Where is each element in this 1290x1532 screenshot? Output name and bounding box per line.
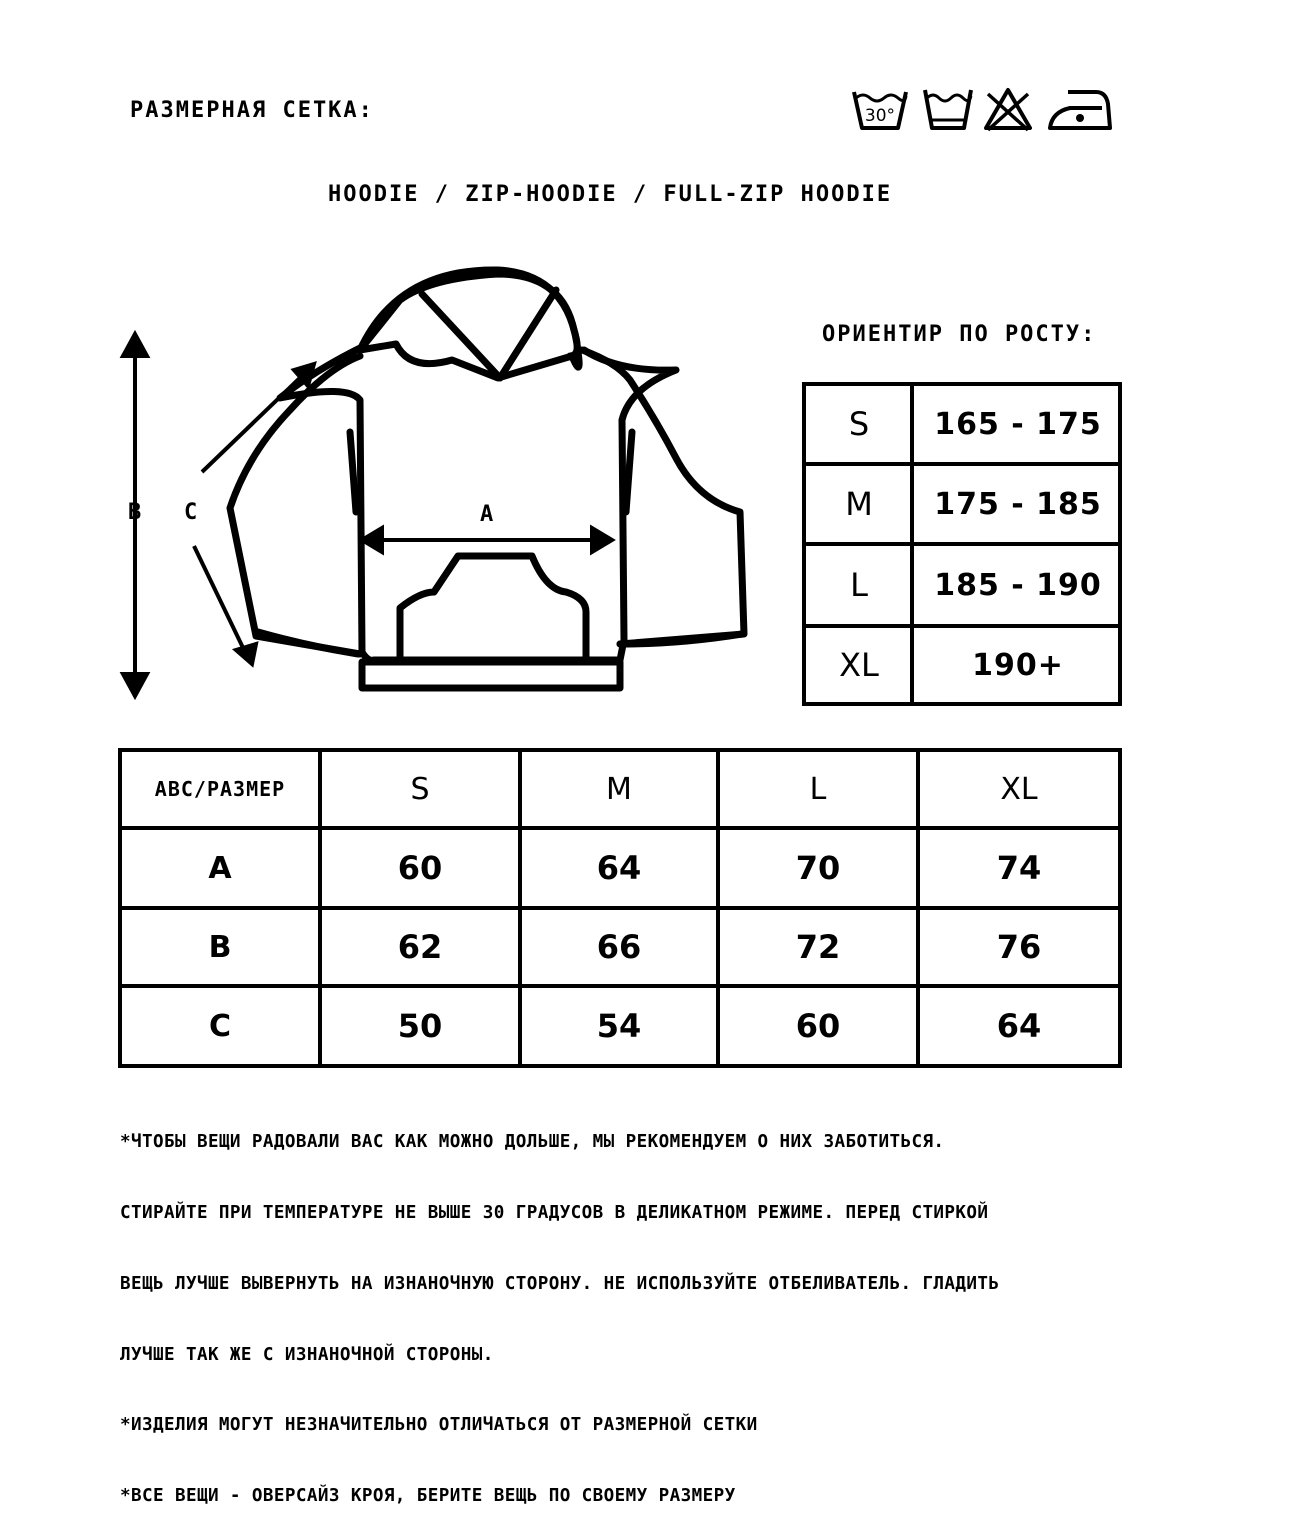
table-cell: 60 [397,849,443,887]
height-range: 175 - 185 [934,486,1102,522]
no-bleach-icon [982,84,1034,134]
wash-30-icon [850,84,910,134]
arrow-a-left-head [362,528,382,552]
row-label: C [208,1008,232,1044]
hoodie-right-sleeve [582,350,744,644]
arrow-b-top-head [123,334,147,356]
height-row-m [806,466,1118,542]
table-cell: 70 [795,849,841,887]
hoodie-pocket [400,556,586,660]
row-label: A [208,850,232,886]
arrow-c-lower-head [236,644,256,664]
note-line: *ЧТОБЫ ВЕЩИ РАДОВАЛИ ВАС КАК МОЖНО ДОЛЬШЕ, МЫ РЕКОМЕНДУЕМ О НИХ ЗАБОТИТЬСЯ. [120,1132,945,1153]
note-line: ВЕЩЬ ЛУЧШЕ ВЫВЕРНУТЬ НА ИЗНАНОЧНУЮ СТОРОНУ. НЕ ИСПОЛЬЗУЙТЕ ОТБЕЛИВАТЕЛЬ. ГЛАДИТЬ [120,1273,1000,1294]
table-cell: 76 [996,928,1042,966]
height-size: L [850,566,868,604]
table-cell: 54 [596,1007,642,1045]
height-guide-title: ОРИЕНТИР ПО РОСТУ: [822,322,1097,347]
product-subtitle: HOODIE / ZIP-HOODIE / FULL-ZIP HOODIE [328,182,893,207]
table-cell: 66 [596,928,642,966]
table-cell: 72 [795,928,841,966]
column-header: L [809,771,827,807]
height-row-xl [806,628,1118,702]
column-header: M [606,771,632,807]
hand-wash-icon [922,84,974,134]
table-cell: 60 [795,1007,841,1045]
dimension-label-b: B [128,500,142,525]
table-cell: 50 [397,1007,443,1045]
care-icons [850,84,1115,140]
table-cell: 74 [996,849,1042,887]
dimension-label-c: C [184,500,198,525]
care-notes [120,1084,999,1532]
note-line: *ВСЕ ВЕЩИ - ОВЕРСАЙЗ КРОЯ, БЕРИТЕ ВЕЩЬ ПО СВОЕМУ РАЗМЕРУ [120,1486,736,1507]
page-title: РАЗМЕРНАЯ СЕТКА: [130,98,374,123]
table-corner-label: ABC/РАЗМЕР [154,777,286,801]
hoodie-left-sleeve [230,356,360,654]
note-line: СТИРАЙТЕ ПРИ ТЕМПЕРАТУРЕ НЕ ВЫШЕ 30 ГРАДУСОВ В ДЕЛИКАТНОМ РЕЖИМЕ. ПЕРЕД СТИРКОЙ [120,1202,989,1223]
table-cell: 64 [996,1007,1042,1045]
hoodie-diagram [110,260,770,700]
arrow-a-right-head [592,528,612,552]
height-guide-table [802,382,1122,706]
height-range: 165 - 175 [934,406,1102,442]
note-line: *ИЗДЕЛИЯ МОГУТ НЕЗНАЧИТЕЛЬНО ОТЛИЧАТЬСЯ ОТ РАЗМЕРНОЙ СЕТКИ [120,1415,758,1436]
dimension-label-a: A [480,502,494,527]
row-label: B [208,929,232,965]
height-size: M [845,485,873,523]
hoodie-waistband [362,662,620,688]
hoodie-body [280,348,676,660]
wash-temp-label: 30° [864,106,896,126]
table-cell: 62 [397,928,443,966]
height-size: S [848,405,870,443]
height-row-s [806,386,1118,462]
height-range: 185 - 190 [934,567,1102,603]
height-row-l [806,546,1118,624]
column-header: S [410,771,430,807]
column-header: XL [1000,771,1038,807]
arrow-b-bottom-head [123,674,147,696]
height-range: 190+ [972,647,1064,683]
note-line: ЛУЧШЕ ТАК ЖЕ С ИЗНАНОЧНОЙ СТОРОНЫ. [120,1344,494,1365]
size-table [118,748,1122,1068]
iron-low-icon [1046,84,1112,134]
table-cell: 64 [596,849,642,887]
height-size: XL [839,646,879,684]
